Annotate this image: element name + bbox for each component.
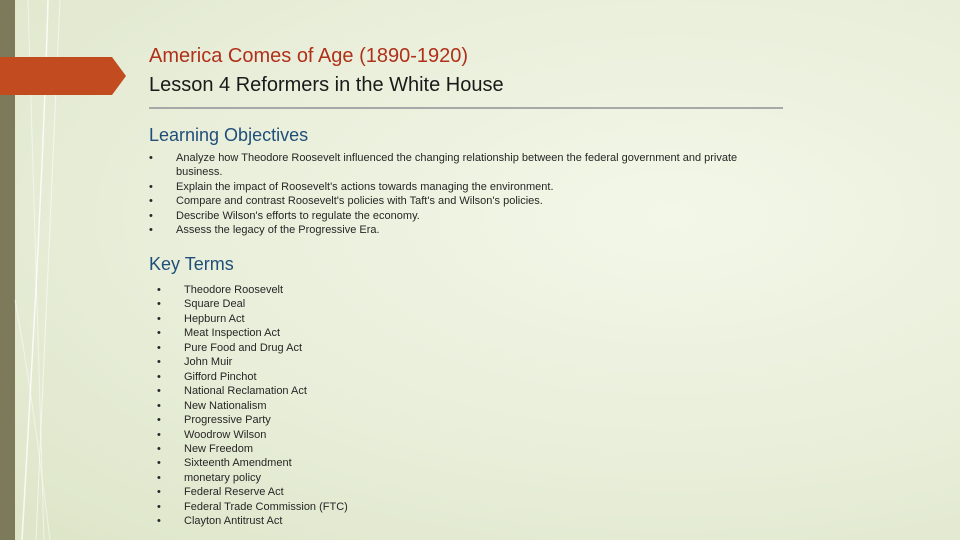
key-term-item: • Federal Reserve Act: [157, 485, 348, 499]
key-term-item: • New Nationalism: [157, 399, 348, 413]
key-term-item: • Square Deal: [157, 297, 348, 311]
key-term-item: • Pure Food and Drug Act: [157, 341, 348, 355]
slide-title: [149, 42, 504, 100]
key-term-item: • Clayton Antitrust Act: [157, 514, 348, 528]
key-term-item: • New Freedom: [157, 442, 348, 456]
key-term-item: • Meat Inspection Act: [157, 326, 348, 340]
key-term-item: • Gifford Pinchot: [157, 370, 348, 384]
key-term-item: • John Muir: [157, 355, 348, 369]
objective-item: • Compare and contrast Roosevelt's policies with Taft's and Wilson's policies.: [149, 194, 749, 208]
key-term-item: • Woodrow Wilson: [157, 428, 348, 442]
key-terms-heading: Key Terms: [149, 254, 234, 274]
title-divider: [149, 107, 783, 109]
key-term-item: • Progressive Party: [157, 413, 348, 427]
objective-item: • Analyze how Theodore Roosevelt influenced the changing relationship between the federal government and private business.: [149, 151, 749, 180]
objective-item: • Describe Wilson's efforts to regulate the economy.: [149, 209, 749, 223]
objectives-list: [149, 151, 749, 237]
objectives-heading: Learning Objectives: [149, 125, 309, 145]
key-term-item: • Hepburn Act: [157, 312, 348, 326]
key-term-item: • Sixteenth Amendment: [157, 456, 348, 470]
objective-item: • Assess the legacy of the Progressive Era.: [149, 223, 749, 237]
title-line-2: Lesson 4 Reformers in the White House: [149, 74, 504, 96]
key-term-item: • monetary policy: [157, 471, 348, 485]
title-line-1: America Comes of Age (1890-1920): [149, 45, 469, 67]
objective-item: • Explain the impact of Roosevelt's actions towards managing the environment.: [149, 180, 749, 194]
accent-tab: [0, 57, 128, 97]
key-term-item: • Theodore Roosevelt: [157, 283, 348, 297]
key-terms-list: [157, 283, 348, 529]
key-term-item: • National Reclamation Act: [157, 384, 348, 398]
key-term-item: • Federal Trade Commission (FTC): [157, 500, 348, 514]
